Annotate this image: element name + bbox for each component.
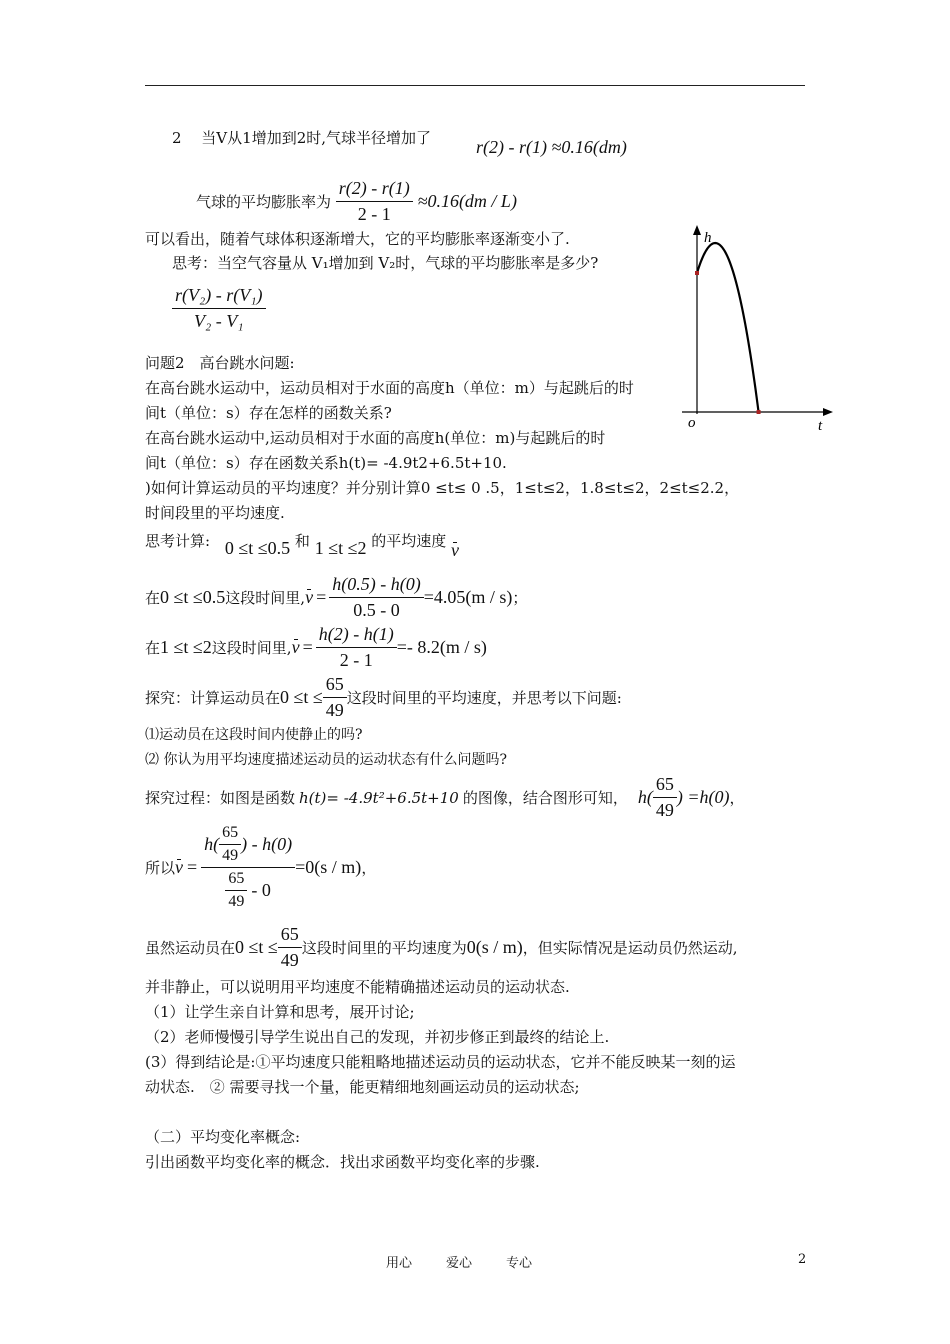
start-point — [695, 271, 699, 275]
text-line: 动状态. ② 需要寻找一个量，能更精细地刻画运动员的运动状态; — [145, 1078, 580, 1096]
text-line: （1）让学生亲自计算和思考，展开讨论; — [145, 1003, 415, 1021]
text-line: 可以看出，随着气球体积逐渐增大，它的平均膨胀率逐渐变小了. — [145, 230, 570, 248]
list-item: ⑴运动员在这段时间内使静止的吗? — [145, 727, 363, 743]
fraction: $\frac{h(2) - h(1)}{2 - 1}$ — [316, 624, 397, 671]
y-axis-arrow — [693, 225, 701, 235]
origin-label: o — [688, 415, 696, 431]
water-entry-point — [757, 410, 761, 414]
equation-line: 探究过程：如图是函数 h(t)= -4.9t²+6.5t+10 的图像，结合图形可知， h( $\frac{65}{49}$ ) =h(0)， — [145, 774, 745, 820]
x-axis-label: t — [818, 418, 823, 434]
text-line: 间t（单位：s）存在函数关系h(t)= -4.9t2+6.5t+10. — [145, 454, 507, 472]
section-heading: （二）平均变化率概念: — [145, 1128, 301, 1146]
fraction: $\frac{h(0.5) - h(0)}{0.5 - 0}$ — [329, 574, 423, 621]
equation-line: 所以v = h( $\frac{65}{49}$ ) - h(0) $\frac{65}{49}$ - 0 =0(s / m)， — [145, 824, 377, 910]
fraction-expression: $\frac{\text{r(V₂) - r(V₁)}}{\text{V₂ - V₁}}$ — [172, 285, 266, 332]
fraction: $\frac{r(2) - r(1)}{2 - 1}$ — [336, 178, 413, 225]
text-line: 在高台跳水运动中，运动员相对于水面的高度h（单位：m）与起跳后的时 — [145, 379, 634, 397]
equation-line: 在0 ≤t ≤0.5这段时间里,v = $\frac{h(0.5) - h(0)}{0.5 - 0}$ =4.05(m / s)； — [145, 574, 528, 620]
text-line: （2）老师慢慢引导学生说出自己的发现，并初步修正到最终的结论上. — [145, 1028, 610, 1046]
footer-motto-3: 专心 — [506, 1256, 533, 1271]
equation-line: 探究：计算运动员在0 ≤t ≤ $\frac{65}{49}$ 这段时间里的平均速度，并思考以下问题: — [145, 674, 622, 720]
y-axis-label: h — [704, 230, 712, 246]
text-line: 思考计算: 0 ≤t ≤0.5 和 1 ≤t ≤2 的平均速度 v — [145, 532, 460, 560]
text-line: 引出函数平均变化率的概念．找出求函数平均变化率的步骤. — [145, 1153, 540, 1171]
average-velocity-symbol: v — [451, 540, 460, 560]
math-expression: r(2) - r(1) ≈0.16(dm) — [476, 137, 627, 157]
text-line: 在高台跳水运动中,运动员相对于水面的高度h(单位：m)与起跳后的时 — [145, 429, 606, 447]
section-heading: 问题2 高台跳水问题: — [145, 354, 295, 372]
fraction: $\frac{65}{49}$ — [323, 674, 347, 721]
fraction: $\frac{65}{49}$ — [278, 924, 302, 971]
average-velocity-symbol: v — [291, 637, 300, 657]
text-line: 气球的平均膨胀率为 $\frac{r(2) - r(1)}{2 - 1}$ ≈0.16(dm / L) — [196, 178, 517, 224]
text-line: 时间段里的平均速度. — [145, 504, 285, 522]
list-item: ⑵ 你认为用平均速度描述运动员的运动状态有什么问题吗? — [145, 752, 507, 768]
equation-line: 虽然运动员在0 ≤t ≤ $\frac{65}{49}$ 这段时间里的平均速度为0(s / m)，但实际情况是运动员仍然运动, — [145, 924, 738, 970]
compound-fraction: h( $\frac{65}{49}$ ) - h(0) $\frac{65}{49}$ - 0 — [201, 824, 295, 911]
text-line: 2 当V从1增加到2时,气球半径增加了 — [172, 129, 432, 147]
footer-motto-1: 用心 — [386, 1256, 413, 1271]
page-number: 2 — [798, 1252, 807, 1267]
average-velocity-symbol: v — [175, 857, 184, 877]
text-line: 思考：当空气容量从 V₁增加到 V₂时，气球的平均膨胀率是多少? — [172, 254, 599, 272]
parabola-curve — [697, 243, 759, 412]
text-line: 并非静止，可以说明用平均速度不能精确描述运动员的运动状态. — [145, 978, 570, 996]
equation-line: 在1 ≤t ≤2这段时间里,v = $\frac{h(2) - h(1)}{2 - 1}$ =- 8.2(m / s) — [145, 624, 487, 670]
average-velocity-symbol: v — [305, 587, 314, 607]
text-line: )如何计算运动员的平均速度？并分别计算0 ≤t≤ 0 .5，1≤t≤2，1.8≤t≤2，2≤t≤2.2， — [145, 479, 740, 497]
header-rule — [145, 85, 805, 86]
fraction: $\frac{65}{49}$ — [653, 774, 677, 821]
x-axis-arrow — [823, 408, 833, 416]
text-line: (3）得到结论是:①平均速度只能粗略地描述运动员的运动状态，它并不能反映某一刻的运 — [145, 1053, 736, 1071]
footer-motto-2: 爱心 — [446, 1256, 473, 1271]
height-time-graph — [670, 222, 840, 437]
text-line: 间t（单位：s）存在怎样的函数关系? — [145, 404, 392, 422]
